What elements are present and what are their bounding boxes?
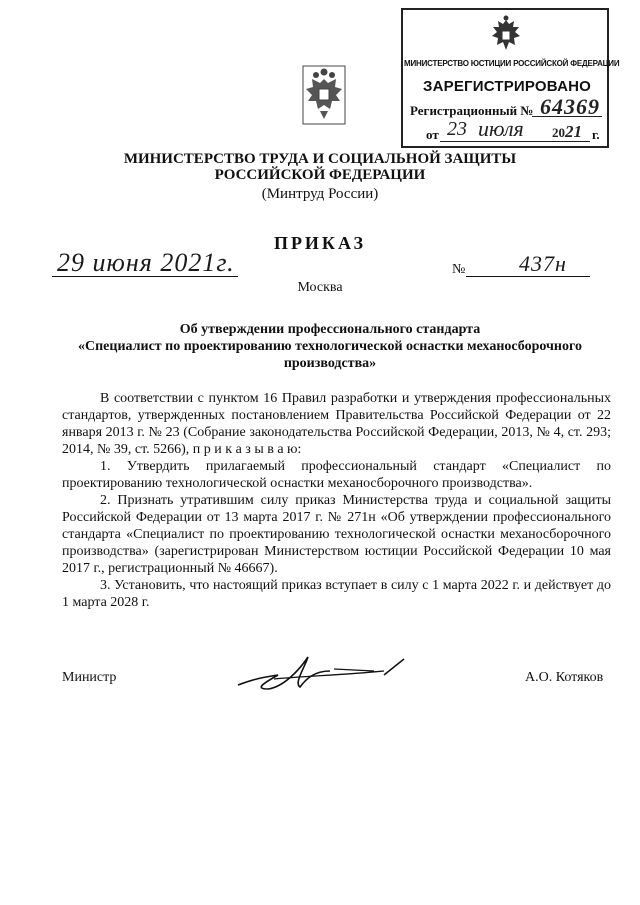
ministry-short-name: (Минтруд России) bbox=[261, 186, 379, 202]
ministry-title-line2: РОССИЙСКОЙ ФЕДЕРАЦИИ bbox=[214, 167, 426, 183]
ministry-title bbox=[0, 151, 640, 183]
stamp-date-year-handwritten: 21 bbox=[565, 122, 582, 141]
stamp-date-month: июля bbox=[478, 116, 524, 141]
body-paragraph-item-2: 2. Признать утратившим силу приказ Министерства труда и социальной защиты Российской Федерации от 13 марта 2017 г. № 271н «Об утверждении профессионального стандарта «Специалист по проектированию технологической оснастки механосборочного производства» (зарегистрирован Министерством юстиции Российской Федерации 10 мая 2017 г., регистрационный № 46667). bbox=[62, 493, 611, 576]
stamp-date-year-printed: 20 bbox=[552, 125, 565, 140]
order-body bbox=[62, 390, 611, 611]
stamp-date-underline bbox=[440, 141, 590, 142]
order-number-label: № bbox=[452, 262, 466, 277]
body-paragraph-item-3: 3. Установить, что настоящий приказ вступает в силу с 1 марта 2022 г. и действует до 1 марта 2028 г. bbox=[62, 578, 611, 610]
order-city: Москва bbox=[297, 280, 343, 295]
order-subject bbox=[40, 321, 620, 372]
ministry-title-line1: МИНИСТЕРСТВО ТРУДА И СОЦИАЛЬНОЙ ЗАЩИТЫ bbox=[123, 151, 517, 167]
order-date-underline bbox=[52, 276, 238, 277]
stamp-reg-number-underline bbox=[532, 116, 602, 117]
order-number-underline bbox=[466, 276, 590, 277]
stamp-date-day: 23 bbox=[447, 118, 467, 140]
handwritten-signature-icon bbox=[234, 649, 414, 693]
signer-title: Министр bbox=[62, 670, 117, 685]
order-subject-line1: Об утверждении профессионального стандарта bbox=[179, 322, 481, 337]
stamp-ministry-name: МИНИСТЕРСТВО ЮСТИЦИИ РОССИЙСКОЙ ФЕДЕРАЦИИ bbox=[404, 59, 620, 68]
stamp-date-year bbox=[552, 122, 582, 142]
stamp-date-suffix: г. bbox=[592, 127, 600, 142]
coat-of-arms-icon bbox=[302, 65, 346, 125]
stamp-date-prefix: от bbox=[426, 127, 439, 142]
stamp-reg-number-label: Регистрационный № bbox=[410, 103, 534, 118]
stamp-coat-of-arms-icon bbox=[484, 14, 528, 58]
body-paragraph-preamble: В соответствии с пунктом 16 Правил разработки и утверждения профессиональных стандартов, утвержденных постановлением Правительства Российской Федерации от 22 января 2013 г. № 23 (Собрание законодательства Российской Федерации, 2013, № 4, ст. 293; 2014, № 39, ст. 5266), п р и к а з ы в а ю: bbox=[62, 391, 611, 457]
order-date: 29 июня 2021г. bbox=[57, 248, 235, 277]
stamp-registered-label: ЗАРЕГИСТРИРОВАНО bbox=[422, 78, 592, 95]
signer-name: А.О. Котяков bbox=[525, 670, 604, 685]
order-title: ПРИКАЗ bbox=[273, 233, 367, 253]
body-paragraph-item-1: 1. Утвердить прилагаемый профессиональный стандарт «Специалист по проектированию технологической оснастки механосборочного производства». bbox=[62, 459, 611, 491]
order-subject-line2: «Специалист по проектированию технологической оснастки механосборочного производства» bbox=[78, 339, 582, 371]
stamp-reg-number-value: 64369 bbox=[540, 94, 600, 119]
order-number-value: 437н bbox=[519, 251, 567, 276]
